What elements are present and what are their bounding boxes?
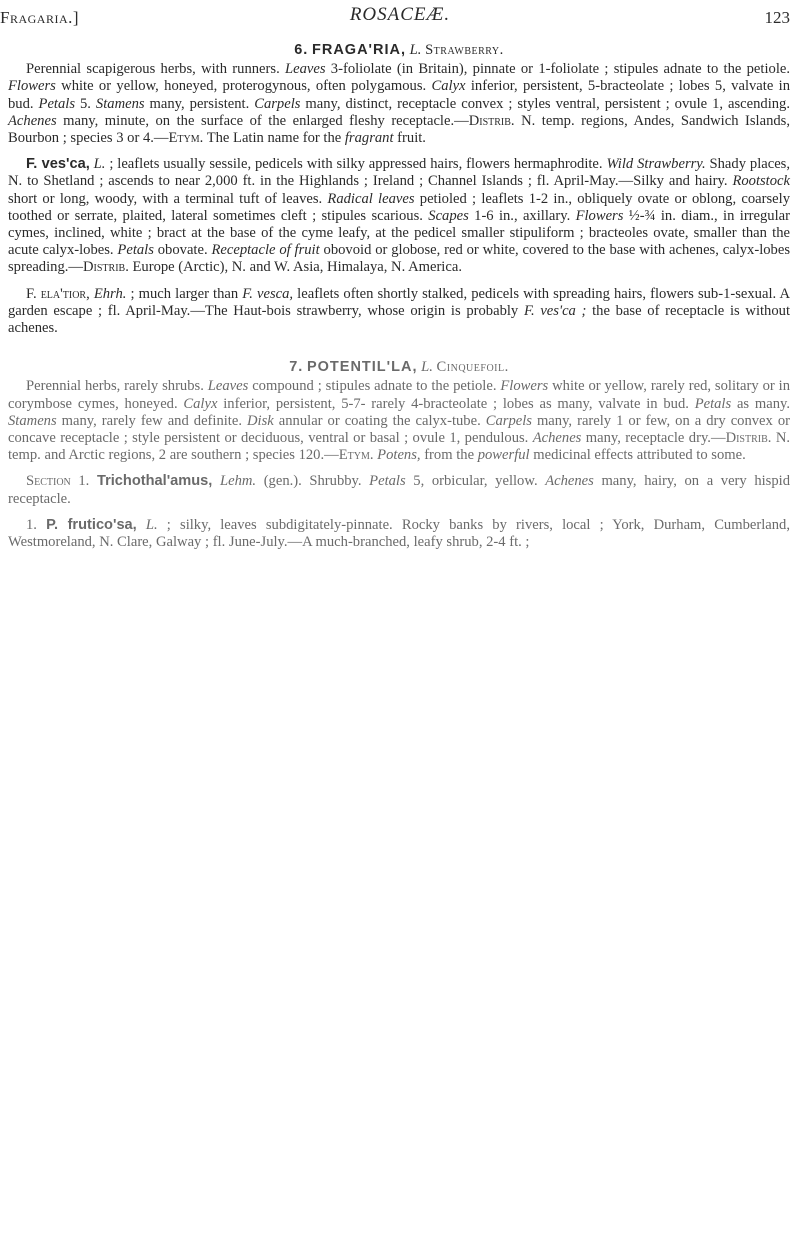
genus-common-name: Cinquefoil. xyxy=(436,359,509,376)
running-head-family: ROSACEÆ. xyxy=(349,4,451,25)
genus-number: 6. xyxy=(294,42,309,58)
genus-heading-potentilla xyxy=(8,359,790,376)
genus-common-name: Strawberry. xyxy=(425,42,504,58)
section-gap xyxy=(8,337,790,359)
genus-description-potentilla: Perennial herbs, rarely shrubs. Leaves compound ; stipules adnate to the petiole. Flowers white or yellow, rarely red, solitary or in corymbose cymes, honeyed. Calyx inferior, persistent, 5-7- rarely 4-bracteolate ; lobes as many, valvate in bud. Petals as many. Stamens many, rarely few and definite. Disk annular or coating the calyx-tube. Carpels many, rarely 1 or few, on a dry convex or concave receptacle ; style persistent or deciduous, ventral or basal ; ovule 1, pendulous. Achenes many, receptacle dry.—Distrib. N. temp. and Arctic regions, 2 are southern ; species 120.—Etym. Potens, from the powerful medicinal effects attributed to some. xyxy=(8,378,791,464)
potentilla-block xyxy=(8,359,790,551)
genus-name: POTENTIL'LA, xyxy=(306,359,418,376)
species-entry-fruticosa: 1. P. frutico'sa, L. ; silky, leaves subdigitately-pinnate. Rocky banks by rivers, local ; York, Durham, Cumberland, Westmoreland, N. Clare, Galway ; fl. June-July.—A much-branched, leafy shrub, 2-4 ft. ; xyxy=(8,516,790,551)
genus-description-fragaria: Perennial scapigerous herbs, with runners. Leaves 3-foliolate (in Britain), pinnate or 1-foliolate ; stipules adnate to the petiole. Flowers white or yellow, honeyed, proterogynous, often polygamous. Calyx inferior, persistent, 5-bracteolate ; lobes 5, valvate in bud. Petals 5. Stamens many, persistent. Carpels many, distinct, receptacle convex ; styles ventral, persistent ; ovule 1, ascending. Achenes many, minute, on the surface of the enlarged fleshy receptacle.—Distrib. N. temp. regions, Andes, Sandwich Islands, Bourbon ; species 3 or 4.—Etym. The Latin name for the fragrant fruit. xyxy=(8,61,791,147)
page-number: 123 xyxy=(764,8,790,27)
species-entry-vesca: F. ves'ca, L. ; leaflets usually sessile, pedicels with silky appressed hairs, flowers hermaphrodite. Wild Strawberry. Shady places, N. to Shetland ; ascends to near 2,000 ft. in the Highlands ; Ireland ; Channel Islands ; fl. April-May.—Silky and hairy. Rootstock short or long, woody, with a terminal tuft of leaves. Radical leaves petioled ; leaflets 1-2 in., obliquely ovate or oblong, coarsely toothed or serrate, plaited, lateral sometimes cleft ; stipules scarious. Scapes 1-6 in., axillary. Flowers ½-¾ in. diam., in irregular cymes, inclined, white ; bract at the base of the cyme leafy, at the pedicel smaller stipuliform ; bracteoles ovate, smaller than the acute calyx-lobes. Petals obovate. Receptacle of fruit obovoid or globose, red or white, covered to the base with achenes, calyx-lobes spreading.—Distrib. Europe (Arctic), N. and W. Asia, Himalaya, N. America. xyxy=(8,156,791,276)
section-entry-trichothalamus: Section 1. Trichothal'amus, Lehm. (gen.). Shrubby. Petals 5, orbicular, yellow. Achenes many, hairy, on a very hispid receptacle. xyxy=(8,473,791,507)
running-head-section: Fragaria.] xyxy=(0,8,80,27)
species-entry-elatior: F. ela'tior, Ehrh. ; much larger than F. vesca, leaflets often shortly stalked, pedicels with spreading hairs, flowers sub-1-sexual. A garden escape ; fl. April-May.—The Haut-bois strawberry, whose origin is probably F. ves'ca ; the base of receptacle is without achenes. xyxy=(8,285,791,337)
genus-number: 7. xyxy=(289,359,304,376)
genus-authority: L. xyxy=(409,42,422,58)
page-body xyxy=(8,42,790,551)
genus-authority: L. xyxy=(421,359,433,376)
species-common-name: Wild Strawberry. xyxy=(606,156,706,173)
species-name: P. frutico'sa, xyxy=(46,516,137,533)
genus-name: FRAGA'RIA, xyxy=(311,42,406,58)
running-head xyxy=(0,4,800,34)
species-name: F. ves'ca, xyxy=(26,156,90,173)
species-name: ela'tior, xyxy=(40,285,90,302)
genus-heading-fragaria xyxy=(8,42,790,59)
section-name: Trichothal'amus, xyxy=(96,473,213,490)
